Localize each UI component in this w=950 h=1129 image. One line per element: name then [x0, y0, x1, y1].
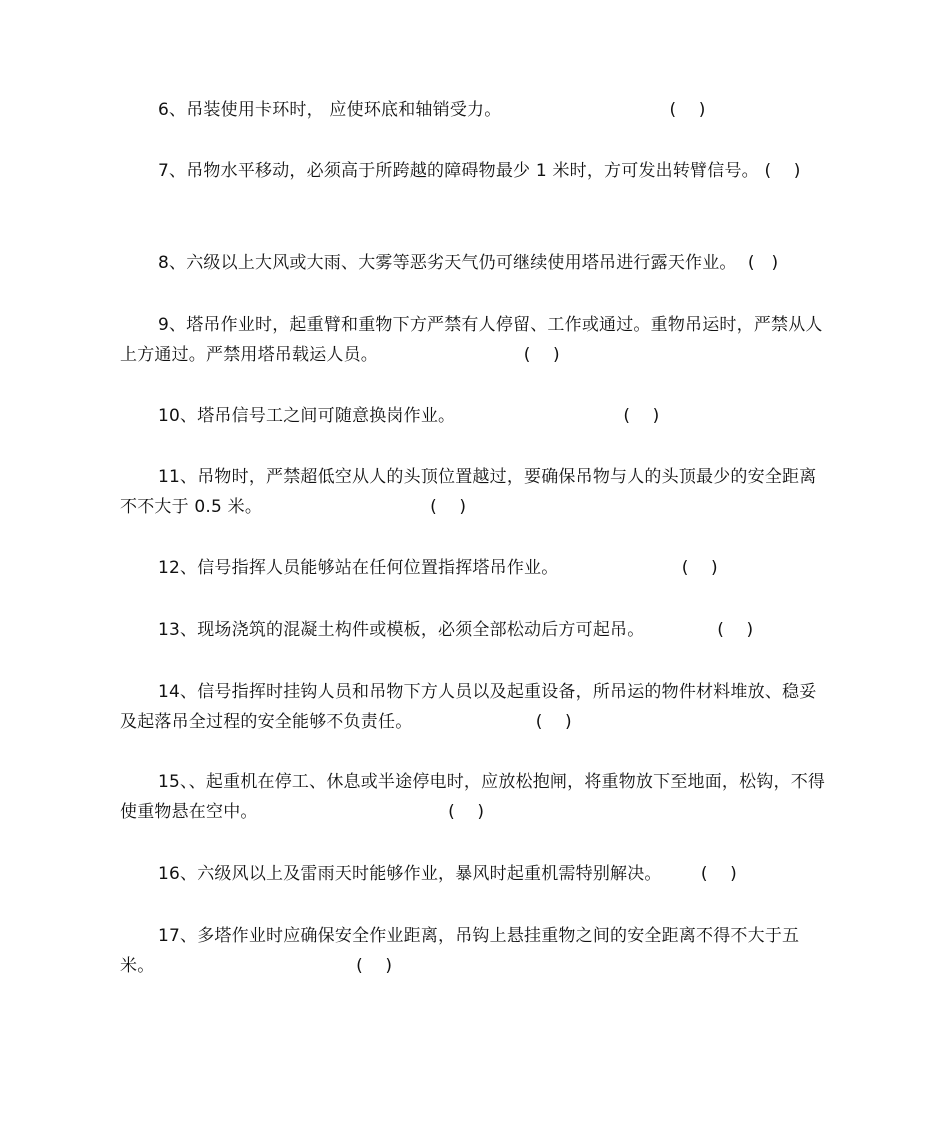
question-10 [120, 401, 832, 431]
question-6 [120, 95, 832, 125]
question-text: 11、吊物时，严禁超低空从人的头顶位置越过，要确保吊物与人的头顶最少的安全距离不不大于 0.5 米。 [120, 467, 817, 517]
question-9 [120, 310, 832, 370]
answer-blank: ( ) [764, 161, 801, 181]
answer-blank: ( ) [356, 956, 393, 976]
answer-blank: ( ) [623, 406, 660, 426]
question-11 [120, 462, 832, 522]
answer-gap [154, 956, 356, 976]
answer-blank: ( ) [523, 345, 560, 365]
answer-blank: ( ) [747, 253, 779, 273]
answer-gap [262, 497, 430, 517]
question-12 [120, 553, 832, 583]
question-13 [120, 615, 832, 645]
question-text: 9、塔吊作业时，起重臂和重物下方严禁有人停留、工作或通过。重物吊运时，严禁从人上方通过。严禁用塔吊载运人员。 [120, 315, 823, 365]
answer-gap [412, 712, 535, 732]
answer-gap [662, 864, 701, 884]
answer-blank: ( ) [430, 497, 467, 517]
question-text: 10、塔吊信号工之间可随意换岗作业。 [158, 406, 456, 426]
answer-blank: ( ) [681, 558, 718, 578]
question-17 [120, 921, 832, 981]
question-15 [120, 767, 832, 827]
question-14 [120, 677, 832, 737]
answer-gap [737, 253, 748, 273]
answer-gap [258, 802, 449, 822]
question-text: 17、多塔作业时应确保安全作业距离，吊钩上悬挂重物之间的安全距离不得不大于五米。 [120, 926, 800, 976]
answer-blank: ( ) [448, 802, 485, 822]
answer-gap [455, 406, 623, 426]
answer-gap [378, 345, 524, 365]
answer-gap [501, 100, 669, 120]
question-text: 7、吊物水平移动，必须高于所跨越的障碍物最少 1 米时，方可发出转臂信号。 [158, 161, 759, 181]
question-text: 15、、起重机在停工、休息或半途停电时，应放松抱闸，将重物放下至地面，松钩，不得使重物悬在空中。 [120, 772, 826, 822]
question-text: 8、六级以上大风或大雨、大雾等恶劣天气仍可继续使用塔吊进行露天作业。 [158, 253, 737, 273]
question-16 [120, 859, 832, 889]
answer-gap [558, 558, 681, 578]
question-text: 6、吊装使用卡环时， 应使环底和轴销受力。 [158, 100, 502, 120]
question-8 [120, 248, 832, 278]
question-text: 16、六级风以上及雷雨天时能够作业，暴风时起重机需特别解决。 [158, 864, 662, 884]
answer-blank: ( ) [535, 712, 572, 732]
answer-blank: ( ) [700, 864, 737, 884]
answer-blank: ( ) [717, 620, 754, 640]
question-text: 13、现场浇筑的混凝土构件或模板，必须全部松动后方可起吊。 [158, 620, 645, 640]
question-text: 12、信号指挥人员能够站在任何位置指挥塔吊作业。 [158, 558, 559, 578]
answer-gap [644, 620, 717, 640]
question-text: 14、信号指挥时挂钩人员和吊物下方人员以及起重设备，所吊运的物件材料堆放、稳妥及起落吊全过程的安全能够不负责任。 [120, 682, 817, 732]
answer-blank: ( ) [669, 100, 706, 120]
question-7 [120, 156, 832, 186]
